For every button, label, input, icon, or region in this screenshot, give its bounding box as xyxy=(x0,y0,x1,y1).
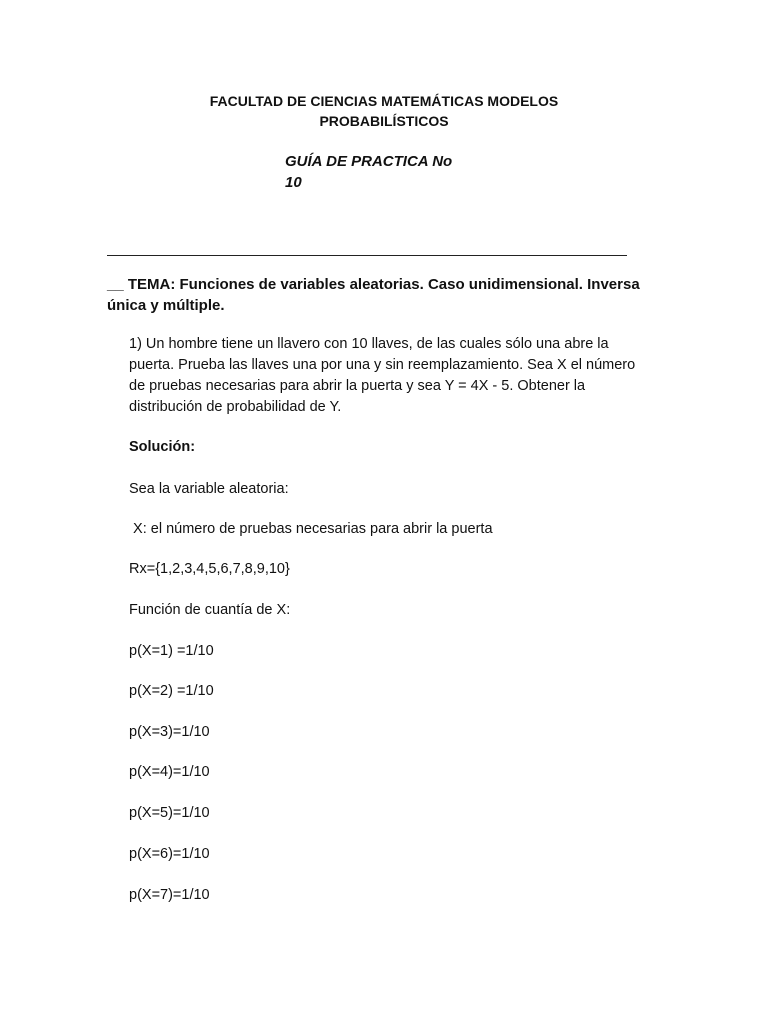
probability-line: p(X=3)=1/10 xyxy=(129,724,210,740)
problem-statement: 1) Un hombre tiene un llavero con 10 llaves, de las cuales sólo una abre la puerta. Prueba las llaves una por una y sin reemplazamiento. Sea X el número de pruebas necesarias para abrir la puerta y sea Y = 4X - 5. Obtener la distribución de probabilidad de Y. xyxy=(129,336,636,415)
probability-line: p(X=5)=1/10 xyxy=(129,805,210,821)
probability-line: p(X=4)=1/10 xyxy=(129,764,210,780)
probability-line: p(X=2) =1/10 xyxy=(129,683,214,699)
variable-definition: X: el número de pruebas necesarias para abrir la puerta xyxy=(129,521,493,537)
range-set: Rx={1,2,3,4,5,6,7,8,9,10} xyxy=(129,561,290,577)
solution-intro: Sea la variable aleatoria: xyxy=(129,481,289,497)
guide-title: GUÍA DE PRACTICA No xyxy=(285,153,453,170)
topic-heading: __ TEMA: Funciones de variables aleatorias. Caso unidimensional. Inversa única y múltiple. xyxy=(107,276,640,314)
faculty-title: FACULTAD DE CIENCIAS MATEMÁTICAS MODELOS xyxy=(209,93,559,109)
probability-line: p(X=6)=1/10 xyxy=(129,846,210,862)
faculty-subtitle: PROBABILÍSTICOS xyxy=(319,113,449,129)
probability-line: p(X=7)=1/10 xyxy=(129,887,210,903)
guide-number: 10 xyxy=(285,174,302,191)
horizontal-rule xyxy=(107,255,627,256)
solution-heading: Solución: xyxy=(129,439,196,455)
probability-line: p(X=1) =1/10 xyxy=(129,643,214,659)
pmf-heading: Función de cuantía de X: xyxy=(129,602,291,618)
